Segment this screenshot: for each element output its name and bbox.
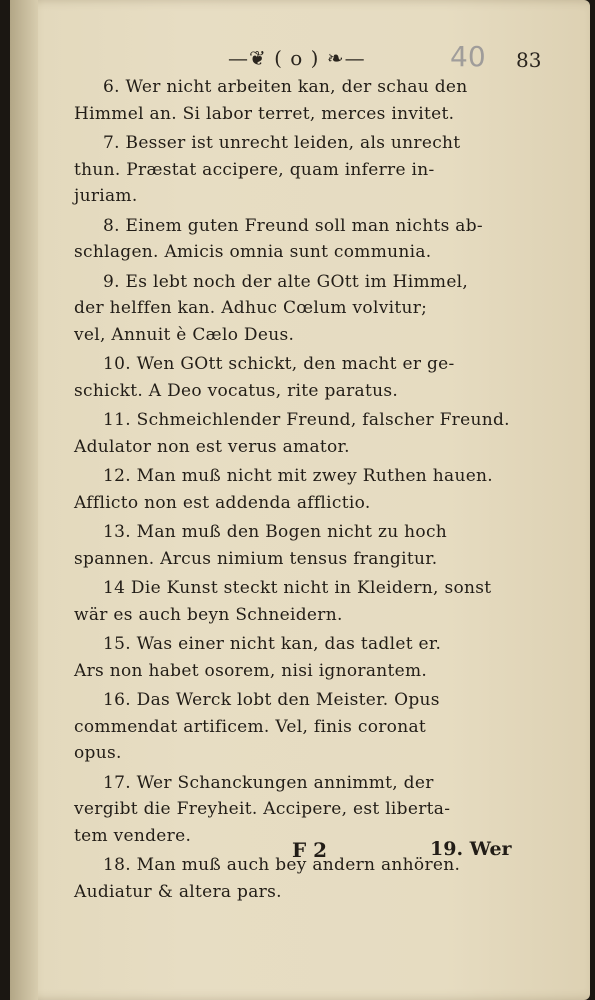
page-footer xyxy=(10,838,590,872)
proverb-line: schickt. A Deo vocatus, rite paratus. xyxy=(74,380,399,401)
proverb-line: wär es auch beyn Schneidern. xyxy=(74,604,343,625)
proverb-first-line: 8. Einem guten Freund soll man nichts ab- xyxy=(103,215,483,236)
proverb-line: commendat artificem. Vel, finis coronat xyxy=(74,716,427,737)
proverb-first-line: 13. Man muß den Bogen nicht zu hoch xyxy=(103,522,448,542)
proverb-first-line: 6. Wer nicht arbeiten kan, der schau den xyxy=(103,77,468,97)
proverb-first-line: 14 Die Kunst steckt nicht in Kleidern, sonst xyxy=(103,578,492,598)
proverb-line: tem vendere. xyxy=(74,825,192,846)
proverb-first-line: 10. Wen GOtt schickt, den macht er ge- xyxy=(103,354,455,374)
page-number: 83 xyxy=(516,48,542,72)
proverb-entry xyxy=(10,213,590,266)
proverb-line: Audiatur & altera pars. xyxy=(74,881,282,902)
proverb-list xyxy=(10,74,590,908)
book-page xyxy=(10,0,590,1000)
proverb-line: der helffen kan. Adhuc Cœlum volvitur; xyxy=(74,298,428,318)
proverb-first-line: 18. Man muß auch bey andern anhören. xyxy=(103,855,461,875)
proverb-line: Afflicto non est addenda afflictio. xyxy=(74,492,371,513)
proverb-first-line: 11. Schmeichlender Freund, falscher Freund. xyxy=(103,410,510,430)
proverb-line: vergibt die Freyheit. Accipere, est liberta- xyxy=(74,799,451,819)
proverb-first-line: 15. Was einer nicht kan, das tadlet er. xyxy=(103,634,442,654)
proverb-entry xyxy=(10,407,590,460)
proverb-line: Himmel an. Si labor terret, merces invitet. xyxy=(74,103,455,124)
pencil-annotation: 40 xyxy=(450,40,486,73)
proverb-line: spannen. Arcus nimium tensus frangitur. xyxy=(74,548,438,569)
proverb-first-line: 17. Wer Schanckungen annimmt, der xyxy=(103,772,434,793)
proverb-entry xyxy=(10,687,590,767)
proverb-line: Adulator non est verus amator. xyxy=(74,436,350,457)
proverb-entry xyxy=(10,631,590,684)
proverb-line: juriam. xyxy=(74,186,138,206)
proverb-first-line: 12. Man muß nicht mit zwey Ruthen hauen. xyxy=(103,466,494,486)
proverb-entry xyxy=(10,575,590,628)
catchword: 19. Wer xyxy=(430,838,512,860)
proverb-first-line: 16. Das Werck lobt den Meister. Opus xyxy=(103,690,440,710)
proverb-line: schlagen. Amicis omnia sunt communia. xyxy=(74,242,432,262)
proverb-entry xyxy=(10,130,590,210)
proverb-first-line: 7. Besser ist unrecht leiden, als unrecht xyxy=(103,133,461,153)
proverb-first-line: 9. Es lebt noch der alte GOtt im Himmel, xyxy=(103,271,469,292)
proverb-line: thun. Præstat accipere, quam inferre in- xyxy=(74,159,435,180)
proverb-entry xyxy=(10,351,590,404)
proverb-entry xyxy=(10,269,590,349)
proverb-line: Ars non habet osorem, nisi ignorantem. xyxy=(74,660,428,681)
header-ornament: —❦ ( o ) ❧— xyxy=(228,46,366,70)
proverb-line: vel, Annuit è Cælo Deus. xyxy=(74,324,295,345)
proverb-line: opus. xyxy=(74,743,122,763)
signature-mark: F 2 xyxy=(292,838,328,862)
proverb-entry xyxy=(10,463,590,516)
proverb-entry xyxy=(10,74,590,127)
proverb-entry xyxy=(10,519,590,572)
